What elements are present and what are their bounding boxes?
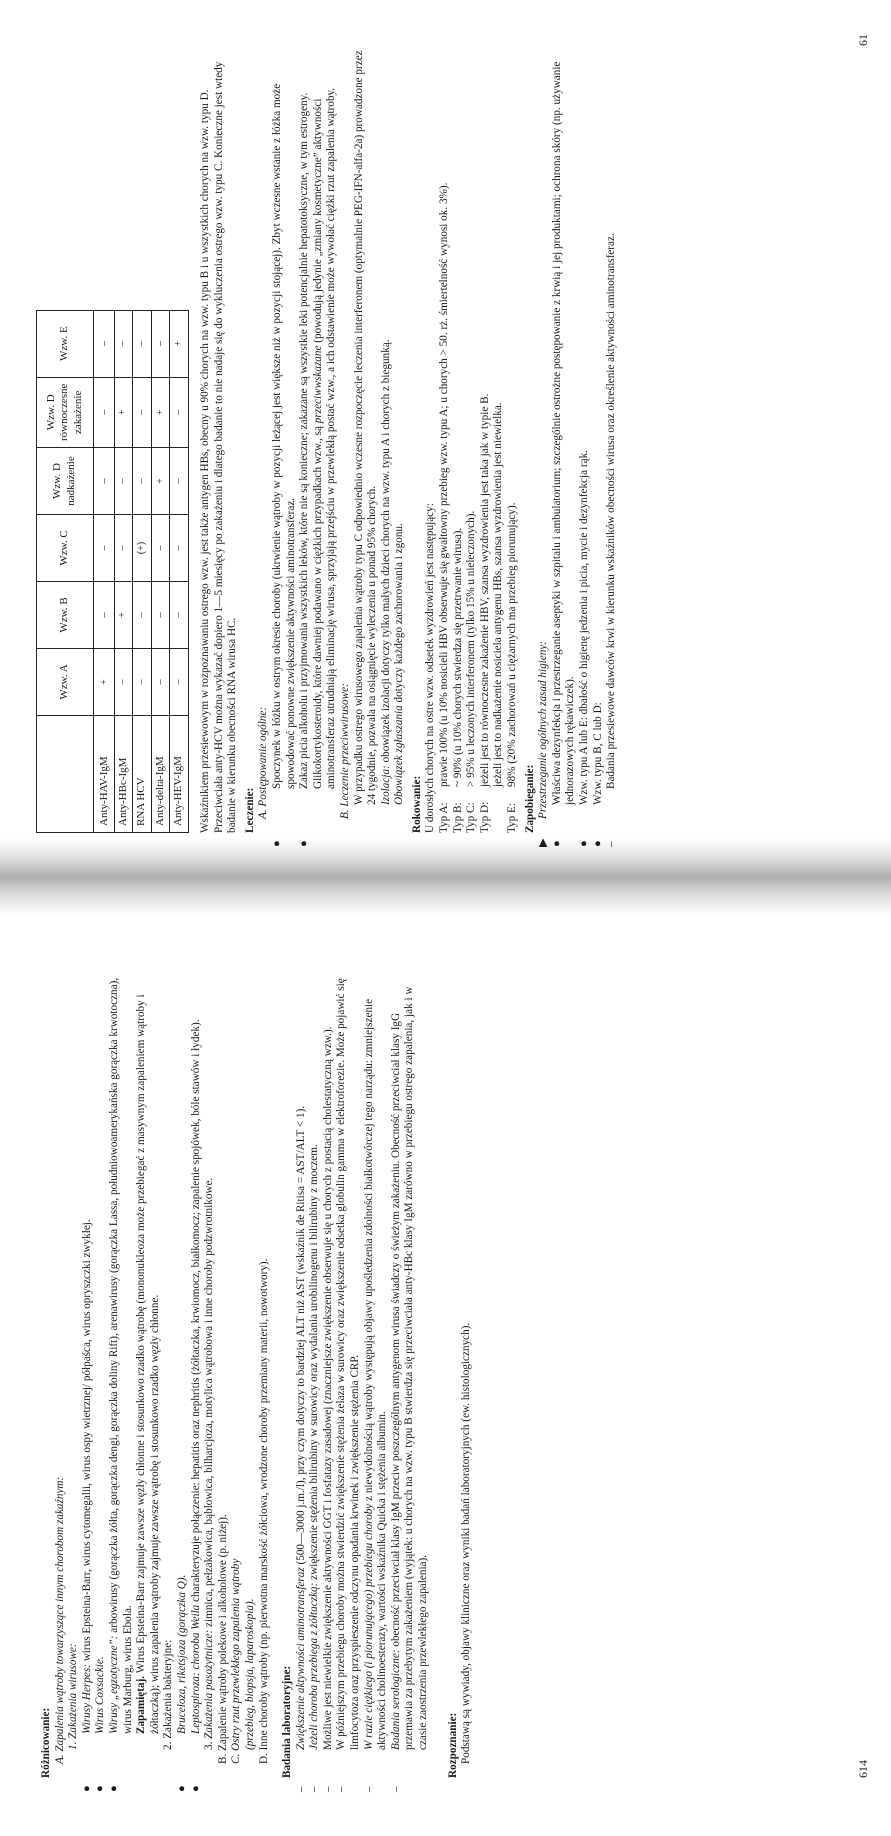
table-row xyxy=(151,310,170,832)
section-d: D. Inne choroby wątroby (np. pierwotna marskość żółciowa, wrodzone choroby przemiany materii, nowotwory). xyxy=(257,1258,270,1764)
table-header: Wzw. C xyxy=(37,515,94,582)
bl5-text: z niewydolnością wątroby występują objawy upośledzenia zdolności białkotwórczej tego narządu: zmniejszenie aktywności cholinoesterazy, wartości wskaźnika Quicka i stężenia albumin. xyxy=(362,998,389,1750)
obowiazek-text xyxy=(393,41,407,833)
bullet-icon: ● xyxy=(80,1785,93,1792)
a3-text: zimnica, pełzakowica, bąblowica, bilharcjoza, motylica wątrobowa i inne choroby podzwrotnikowe. xyxy=(203,1177,216,1630)
table-header: Wzw. D nadkażenie xyxy=(37,448,94,515)
zapamietaj-note xyxy=(135,968,162,1778)
list-item xyxy=(175,968,190,1792)
zapobieganie-1: Właściwa dezynfekcja i przestrzeganie aseptyki w szpitalu i ambulatorium; szczególnie ostrożne postępowanie z krwią i jej produktami; ochrona skóry (np. używanie jednorazowych rękawiczek). xyxy=(550,61,577,805)
table-cell: – xyxy=(133,582,152,649)
typ-a-text: prawie 100% (u 10% nosicieli HBV obserwuje się gwałtowny przebieg wzw. typu A; u chorych > 50. rż. śmiertelność wynosi ok. 3%). xyxy=(438,182,451,787)
list-item xyxy=(537,41,551,847)
leczenie-b: B. Leczenie przeciwwirusowe: xyxy=(338,683,351,819)
section-a: A. Zapalenia wątroby towarzyszące innym chorobom zakaźnym: xyxy=(53,1476,66,1764)
right-page xyxy=(36,41,619,847)
table-header-row xyxy=(37,310,94,832)
izolacja-label: Izolacja: xyxy=(379,765,392,805)
table-cell: – xyxy=(94,448,115,515)
table-cell: – xyxy=(133,649,152,716)
bullet-icon: ● xyxy=(550,840,563,847)
list-item xyxy=(321,968,336,1792)
table-cell: + xyxy=(151,377,170,447)
roznicowanie-heading: Różnicowanie: xyxy=(40,1707,52,1778)
table-row xyxy=(133,310,152,832)
izolacja-text xyxy=(380,41,394,833)
dash-icon: – xyxy=(308,1786,321,1792)
bl5-label: W razie ciężkiego (i piorunującego) przebiegu choroby xyxy=(362,1503,375,1750)
book-gutter xyxy=(0,838,891,916)
table-cell: – xyxy=(114,515,133,582)
list-item xyxy=(189,968,204,1792)
rozpoznanie-text: Podstawą są wywiady, objawy kliniczne oraz wyniki badań laboratoryjnych (ew. histologicznych). xyxy=(460,1322,473,1764)
a3-label: Zakażenia pasożytnicze: xyxy=(203,1629,216,1739)
table-row xyxy=(114,310,133,832)
table-cell: – xyxy=(133,310,152,377)
bl1-text: (500—3000 j.m./l), przy czym dotyczy to bardziej ALT niż AST (wskaźnik de Ritisa = AST/ALT < 1). xyxy=(294,1105,307,1568)
bullet-icon: ● xyxy=(107,1785,120,1792)
table-cell: – xyxy=(94,582,115,649)
bullet-icon: ● xyxy=(591,840,604,847)
table-cell: (+) xyxy=(133,515,152,582)
bl6-label: Badania serologiczne: xyxy=(389,1649,402,1750)
table-row xyxy=(94,310,115,832)
bl2-label: Jeżeli choroba przebiega z żółtaczką: xyxy=(308,1582,321,1750)
paragraph-hbs: Wskaźnikiem przesiewowym w rozpoznawaniu ostrego wzw. jest także antygen HBs, obecny u 90% chorych na wzw. typu B i u wszystkich chorych na wzw. typu D. xyxy=(198,89,211,833)
bullet-icon: ● xyxy=(270,840,283,847)
table-header xyxy=(37,716,94,833)
typ-b-label: Typ B: xyxy=(451,802,464,833)
table-cell: – xyxy=(170,448,189,515)
list-item xyxy=(550,41,578,847)
rokowanie-typ-a xyxy=(438,41,452,833)
leczenie-a2-italic: przeciwwskazane xyxy=(311,345,324,424)
zapamietaj-text: Wirus Epsteina-Barr zajmuje zawsze węzły chłonne i stosunkowo rzadko wątrobę (mononukleoza może przebiegać z masywnym zapaleniem wątroby i żółtaczką); wirus zapalenia wątroby zajmuje zawsze wątrobę i stosunkowo rzadko węzły chłonne. xyxy=(135,994,161,1734)
leczenie-a: A. Postępowanie ogólne: xyxy=(257,706,270,819)
table-cell: – xyxy=(94,377,115,447)
rokowanie-intro: U dorosłych chorych na ostre wzw. odsetek wyzdrowień jest następujący: xyxy=(424,503,437,833)
herpes-label: Wirusy Herpes: xyxy=(80,1664,93,1734)
zapobieganie-heading: Zapobieganie: xyxy=(523,764,536,833)
table-cell: – xyxy=(114,448,133,515)
page-number-left: 614 xyxy=(856,1760,870,1778)
lepto-label: Leptospiroza: choroba Weila xyxy=(189,1604,202,1734)
table-cell: – xyxy=(151,310,170,377)
dash-icon: – xyxy=(362,1786,375,1792)
typ-c-label: Typ C: xyxy=(465,802,478,833)
table-row xyxy=(170,310,189,832)
typ-c-text: > 95% u leczonych interferonem (tylko 15% u nieleczonych). xyxy=(465,510,478,787)
bl1-label: Zwiększenie aktywności aminotransferaz xyxy=(294,1567,307,1750)
rokowanie-typ-b xyxy=(452,41,466,833)
egzot-text: arbowirusy (gorączka żółta, gorączka dengi, gorączka doliny Rift), arenawirusy (gorączka Lassa, południowoamerykańska gorączka krwotoczna), wirus Marburg, wirus Ebola. xyxy=(107,977,134,1734)
section-c2: (przebieg, biopsja, laparoskopia). xyxy=(243,1598,256,1750)
typ-b-text: ~ 90% (u 10% chorych stwierdza się przetrwanie wirusa). xyxy=(451,527,464,787)
section-a2: 2. Zakażenia bakteryjne: xyxy=(162,1639,175,1750)
bullet-icon: ● xyxy=(94,1785,107,1792)
table-cell: – xyxy=(94,310,115,377)
left-page xyxy=(36,968,474,1792)
section-b: B. Zapalenie wątroby polekowe i alkoholowe (p. niżej). xyxy=(216,1514,229,1764)
table-cell: + xyxy=(114,377,133,447)
typ-e-text: 98% (20% zachorowań u ciężarnych ma przebieg piorunujący). xyxy=(506,502,519,787)
bullet-icon: ● xyxy=(578,840,590,847)
leczenie-heading: Leczenie: xyxy=(243,787,256,833)
list-item xyxy=(294,968,309,1792)
izolacja-body: obowiązek izolacji dotyczy tylko małych dzieci chorych na wzw. typu A i chorych z biegunką. xyxy=(379,339,392,766)
typ-a-label: Typ A: xyxy=(438,802,451,833)
rokowanie-typ-d xyxy=(479,41,493,833)
leczenie-a1-text: Spoczynek w łóżku w ostrym okresie choroby (ukrwienie wątroby w pozycji leżącej jest większe niż w pozycji stojącej). Zbyt wczesne wstanie z łóżka może spowodować ponowne zwiększenie aktywności aminotransferaz. xyxy=(270,83,297,789)
row-label: Anty-delta-IgM xyxy=(151,716,170,833)
lepto-text: charakteryzuje połączenie: hepatitis oraz nephritis (żółtaczka, krwiomocz, białkomocz; zapalenie spojówek, bóle stawów i łydek). xyxy=(189,1019,202,1605)
table-cell: + xyxy=(170,310,189,377)
bl4-text: W późniejszym przebiegu choroby można stwierdzić zwiększenie stężenia żelaza w surowicy oraz zwiększenie odsetka globulin gamma w elektroforezie. Może pojawić się limfocytoza oraz przyspieszenie odczynu opadania krwinek i zwiększenie stężenia CRP. xyxy=(335,978,362,1750)
section-a3: 3. Zakażenia pasożytnicze: zimnica, pełzakowica, bąblowica, bilharcjoza, motylica wątrobowa i inne choroby podzwrotnikowe. xyxy=(203,1177,216,1750)
bullet-icon: ● xyxy=(189,1785,202,1792)
row-label: Anty-HBc-IgM xyxy=(114,716,133,833)
table-cell: – xyxy=(133,448,152,515)
section-a1: 1. Zakażenia wirusowe: xyxy=(67,1643,80,1750)
list-item xyxy=(362,968,390,1792)
list-item xyxy=(308,968,322,1792)
typ-d-text: jeżeli jest to równoczesne zakażenie HBV, szansa wyzdrowienia jest taka jak w typie B. xyxy=(478,393,491,787)
table-cell: – xyxy=(170,377,189,447)
list-item xyxy=(578,41,592,847)
list-item xyxy=(389,968,431,1792)
list-item xyxy=(605,41,619,847)
table-header: Wzw. D równoczesne zakażenie xyxy=(37,377,94,447)
coxsackie-text: Wirus Coxsackie. xyxy=(94,1656,107,1734)
table-cell: – xyxy=(170,515,189,582)
zapobieganie-3: Wzw. typu B, C lub D: xyxy=(591,702,604,805)
obowiazek-body: dotyczy każdego zachorowania i zgonu. xyxy=(393,523,406,706)
table-cell: – xyxy=(94,515,115,582)
table-cell: + xyxy=(114,582,133,649)
table-cell: – xyxy=(114,649,133,716)
bl2-text: zwiększenie stężenia bilirubiny w surowicy oraz wydalania urobilinogenu i bilirubiny z moczem. xyxy=(308,1144,321,1583)
row-label: Anty-HAV-IgM xyxy=(94,716,115,833)
egzot-label: Wirusy „egzotyczne”: xyxy=(107,1635,120,1734)
rokowanie-heading: Rokowanie: xyxy=(410,775,423,833)
rokowanie-typ-e xyxy=(506,41,520,833)
list-item xyxy=(80,968,95,1792)
table-cell: – xyxy=(170,582,189,649)
rokowanie-typ-c xyxy=(465,41,479,833)
herpes-text: wirus Epsteina-Barr, wirus cytomegalii, wirus ospy wietrznej/ półpaśca, wirus opryszczki zwykłej. xyxy=(80,1219,93,1665)
list-item xyxy=(107,968,135,1792)
bl6-text: obecność przeciwciał klasy IgM przeciw poszczególnym antygenom wirusa świadczy o świeżym zakażeniu. Obecność przeciwciał klasy IgG przemawia za przebytym zakażeniem (wyjątek: u chorych na wzw. typu B stwierdza się przeciwciała anty-HBc klasy IgM zarówno w przebiegu ostrego zapalenia, jak i w czasie zaostrzenia przewlekłego zapalenia). xyxy=(389,986,430,1750)
zapobieganie-3a: Badania przesiewowe dawców krwi w kierunku wskaźników obecności wirusa oraz określenie aktywności aminotransferaz. xyxy=(605,233,618,789)
serology-table xyxy=(36,310,189,833)
zapamietaj-label: Zapamiętaj. xyxy=(135,1675,148,1734)
bl3-text: Możliwe jest niewielkie zwiększenie aktywności GGT i fosfatazy zasadowej (znaczniejsze zwiększenie obserwuje się u chorych z postacią cholestatyczną wzw.). xyxy=(321,1026,334,1750)
rokowanie-typ-d2: jeżeli jest to nadkażenie nosiciela antygenu HBs, szansa wyzdrowienia jest niewielka. xyxy=(492,402,505,787)
bruceloza-text: Bruceloza, riketsjoza (gorączka Q). xyxy=(175,1574,188,1734)
page-number-right: 61 xyxy=(856,34,870,46)
list-item xyxy=(94,968,108,1792)
table-cell: – xyxy=(151,649,170,716)
table-cell: + xyxy=(151,448,170,515)
table-header: Wzw. E xyxy=(37,310,94,377)
section-c: C. Ostry rzut przewlekłego zapalenia wątroby xyxy=(230,1558,243,1764)
dash-icon: – xyxy=(389,1786,402,1792)
row-label: Anty-HEV-IgM xyxy=(170,716,189,833)
list-item xyxy=(298,41,339,847)
table-cell: – xyxy=(170,649,189,716)
table-header: Wzw. A xyxy=(37,649,94,716)
paragraph-hcv: Przeciwciała anty-HCV można wykazać dopiero 1—5 miesięcy po zakażeniu i dlatego badanie to nie nadaje się do wykluczenia ostrego wzw. typu C. Konieczne jest wtedy badanie w kierunku obecności RNA wirusa HC. xyxy=(212,61,239,833)
rozpoznanie-heading: Rozpoznanie: xyxy=(446,1712,459,1778)
zapobieganie-2: Wzw. typu A lub E: dbałość o higienę jedzenia i picia, mycie i dezynfekcja rąk. xyxy=(578,450,590,805)
table-cell: – xyxy=(133,377,152,447)
table-cell: – xyxy=(151,515,170,582)
list-item xyxy=(335,968,362,1792)
list-item xyxy=(270,41,298,847)
leczenie-b1-text: W przypadku ostrego wirusowego zapalenia wątroby typu C odpowiednio wczesne rozpoczęcie leczenia interferonem (optymalnie PEG-IFN-alfa-2a) prowadzone przez 24 tygodnie, pozwala na osiągnięcie wyleczenia u ponad 95% chorych. xyxy=(352,50,379,805)
bullet-icon: ● xyxy=(175,1785,188,1792)
typ-d-label: Typ D: xyxy=(478,801,491,833)
row-label: RNA HCV xyxy=(133,716,152,833)
dash-icon: – xyxy=(294,1786,307,1792)
typ-e-label: Typ E: xyxy=(506,803,519,833)
table-cell: + xyxy=(94,649,115,716)
badania-heading: Badania laboratoryjne: xyxy=(281,1665,294,1778)
dash-icon: – xyxy=(321,1786,334,1792)
list-item xyxy=(591,41,606,847)
arrow-icon: ▶ xyxy=(537,838,550,847)
dash-icon: – xyxy=(605,841,618,847)
leczenie-a2-text: Zakaz picia alkoholu i przyjmowania wszystkich leków, które nie są konieczne; zakazane są wszystkie leki potencjalnie hepatotoksyczne, w tym estrogeny. Glikokortykosteroidy, które dawniej podawano w ciężkich przypadkach wzw., są xyxy=(298,92,324,789)
obowiazek-label: Obowiązek zgłaszania xyxy=(393,705,406,805)
dash-icon: – xyxy=(335,1786,348,1792)
table-header: Wzw. B xyxy=(37,582,94,649)
bullet-icon: ● xyxy=(298,840,311,847)
table-cell: – xyxy=(114,310,133,377)
zapobieganie-arrow-text: Przestrzeganie ogólnych zasad higieny: xyxy=(537,640,550,819)
table-cell: – xyxy=(151,582,170,649)
leczenie-a2-rest: (powodują jedynie „zmiany kosmetyczne” aktywności aminotransferaz utrudniają eliminację wirusa, sprzyjają przejściu w przewlekłą postać wzw., a ich odstawienie może wywołać ciężki rzut zapalenia wątroby. xyxy=(311,87,338,789)
